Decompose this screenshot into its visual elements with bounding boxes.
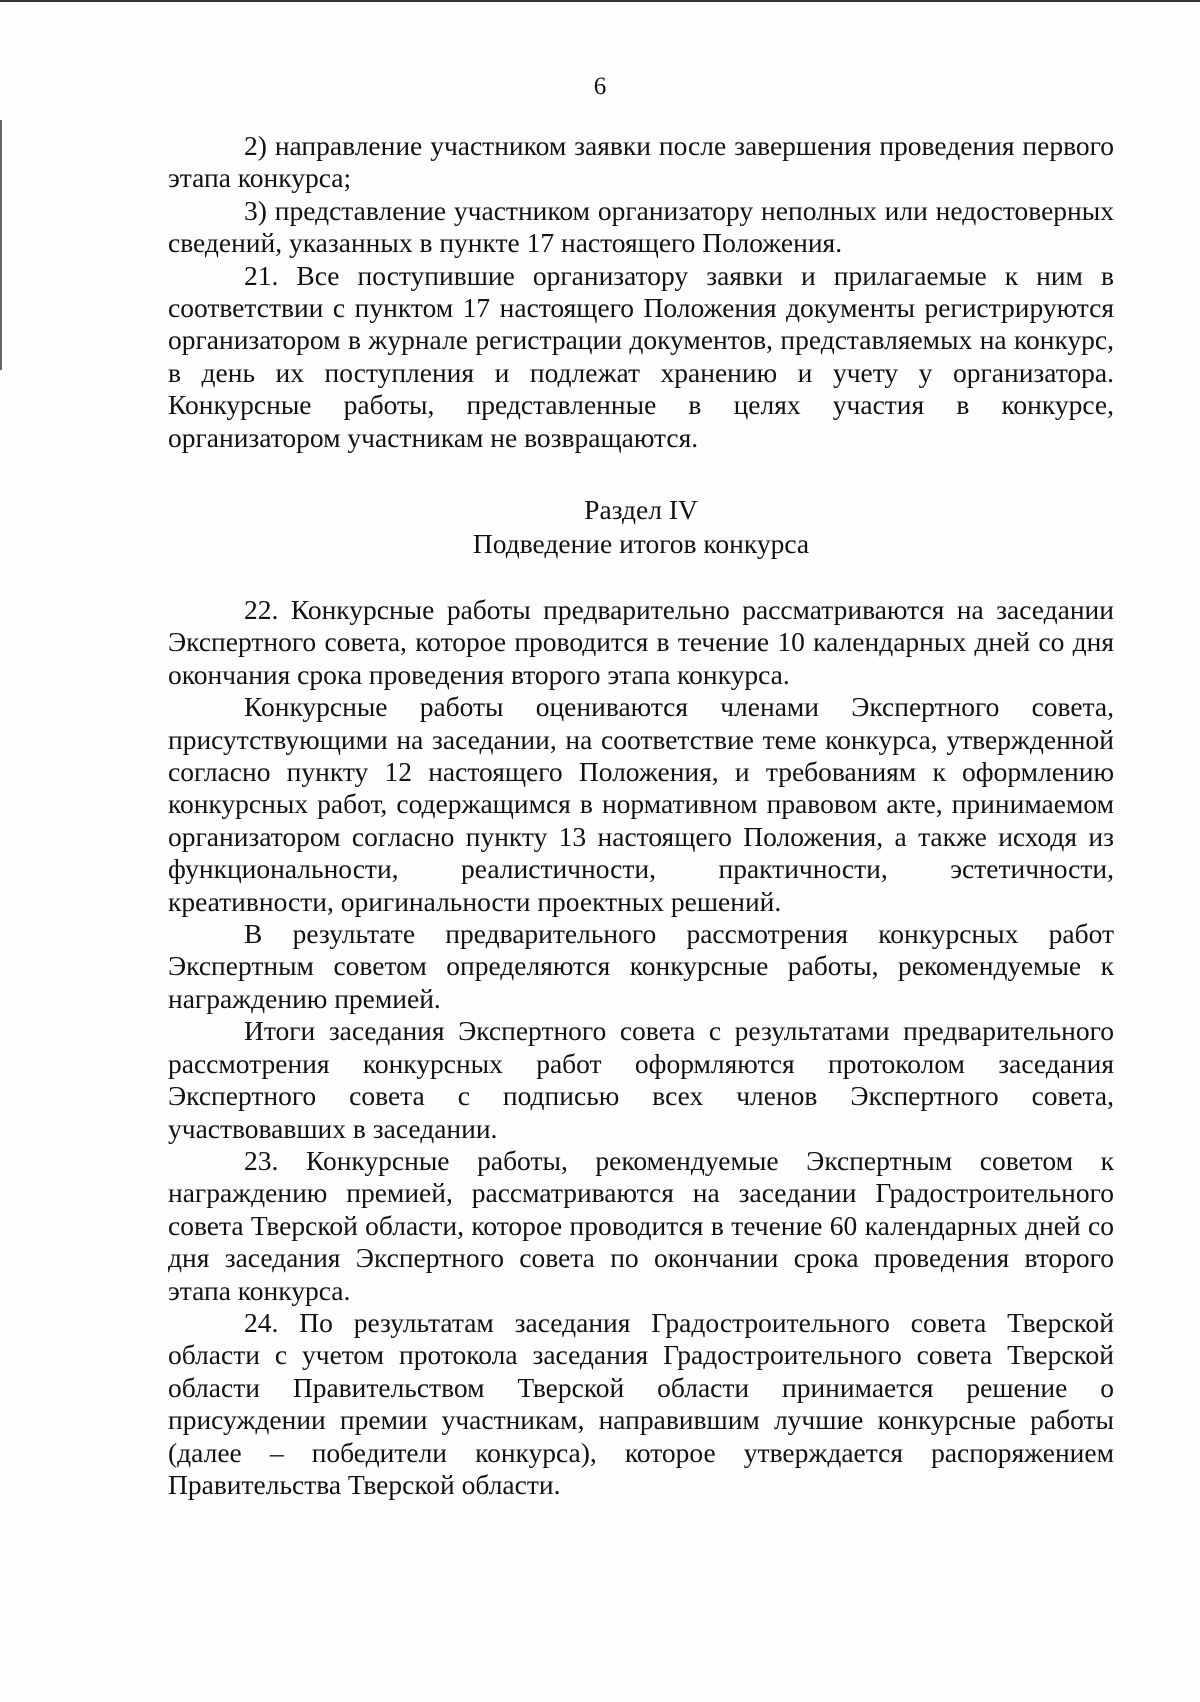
paragraph-21: 21. Все поступившие организатору заявки и прилагаемые к ним в соответствии с пунктом 17 настоящего Положения документы регистрируются организатором в журнале регистрации документов, представляемых на конкурс, в день их поступления и подлежат хранению и учету у организатора. Конкурсные работы, представленные в целях участия в конкурсе, организатором участникам не возвращаются. xyxy=(168,259,1114,453)
top-text-block xyxy=(168,130,1114,454)
paragraph-result: В результате предварительного рассмотрения конкурсных работ Экспертным советом определяются конкурсные работы, рекомендуемые к награждению премией. xyxy=(168,918,1114,1014)
section-number: Раздел IV xyxy=(584,494,698,525)
paragraph-24: 24. По результатам заседания Градостроительного совета Тверской области с учетом протокола заседания Градостроительного совета Тверской области Правительством Тверской области принимается решение о присуждении премии участникам, направившим лучшие конкурсные работы (далее – победители конкурса), которое утверждается распоряжением Правительства Тверской области. xyxy=(168,1306,1114,1500)
section-title: Подведение итогов конкурса xyxy=(472,528,810,559)
page-number: 6 xyxy=(593,73,607,100)
paragraph-22: 22. Конкурсные работы предварительно рассматриваются на заседании Экспертного совета, которое проводится в течение 10 календарных дней со дня окончания срока проведения второго этапа конкурса. xyxy=(168,594,1114,690)
paragraph-evaluation: Конкурсные работы оцениваются членами Экспертного совета, присутствующими на заседании, на соответствие теме конкурса, утвержденной согласно пункту 12 настоящего Положения, и требованиям к оформлению конкурсных работ, содержащимся в нормативном правовом акте, принимаемом организатором согласно пункту 13 настоящего Положения, а также исходя из функциональности, реалистичности, практичности, эстетичности, креативности, оригинальности проектных решений. xyxy=(168,691,1114,917)
paragraph-protocol: Итоги заседания Экспертного совета с результатами предварительного рассмотрения конкурсных работ оформляются протоколом заседания Экспертного совета с подписью всех членов Экспертного совета, участвовавших в заседании. xyxy=(168,1015,1114,1144)
paragraph-item-2: 2) направление участником заявки после завершения проведения первого этапа конкурса; xyxy=(168,130,1114,194)
section-text-block xyxy=(168,594,1114,1501)
scan-edge-top xyxy=(0,0,1200,2)
scan-edge-left xyxy=(0,120,2,370)
paragraph-23: 23. Конкурсные работы, рекомендуемые Экспертным советом к награждению премией, рассматриваются на заседании Градостроительного совета Тверской области, которое проводится в течение 60 календарных дней со дня заседания Экспертного совета по окончании срока проведения второго этапа конкурса. xyxy=(168,1144,1114,1306)
paragraph-item-3: 3) представление участником организатору неполных или недостоверных сведений, указанных в пункте 17 настоящего Положения. xyxy=(168,194,1114,259)
